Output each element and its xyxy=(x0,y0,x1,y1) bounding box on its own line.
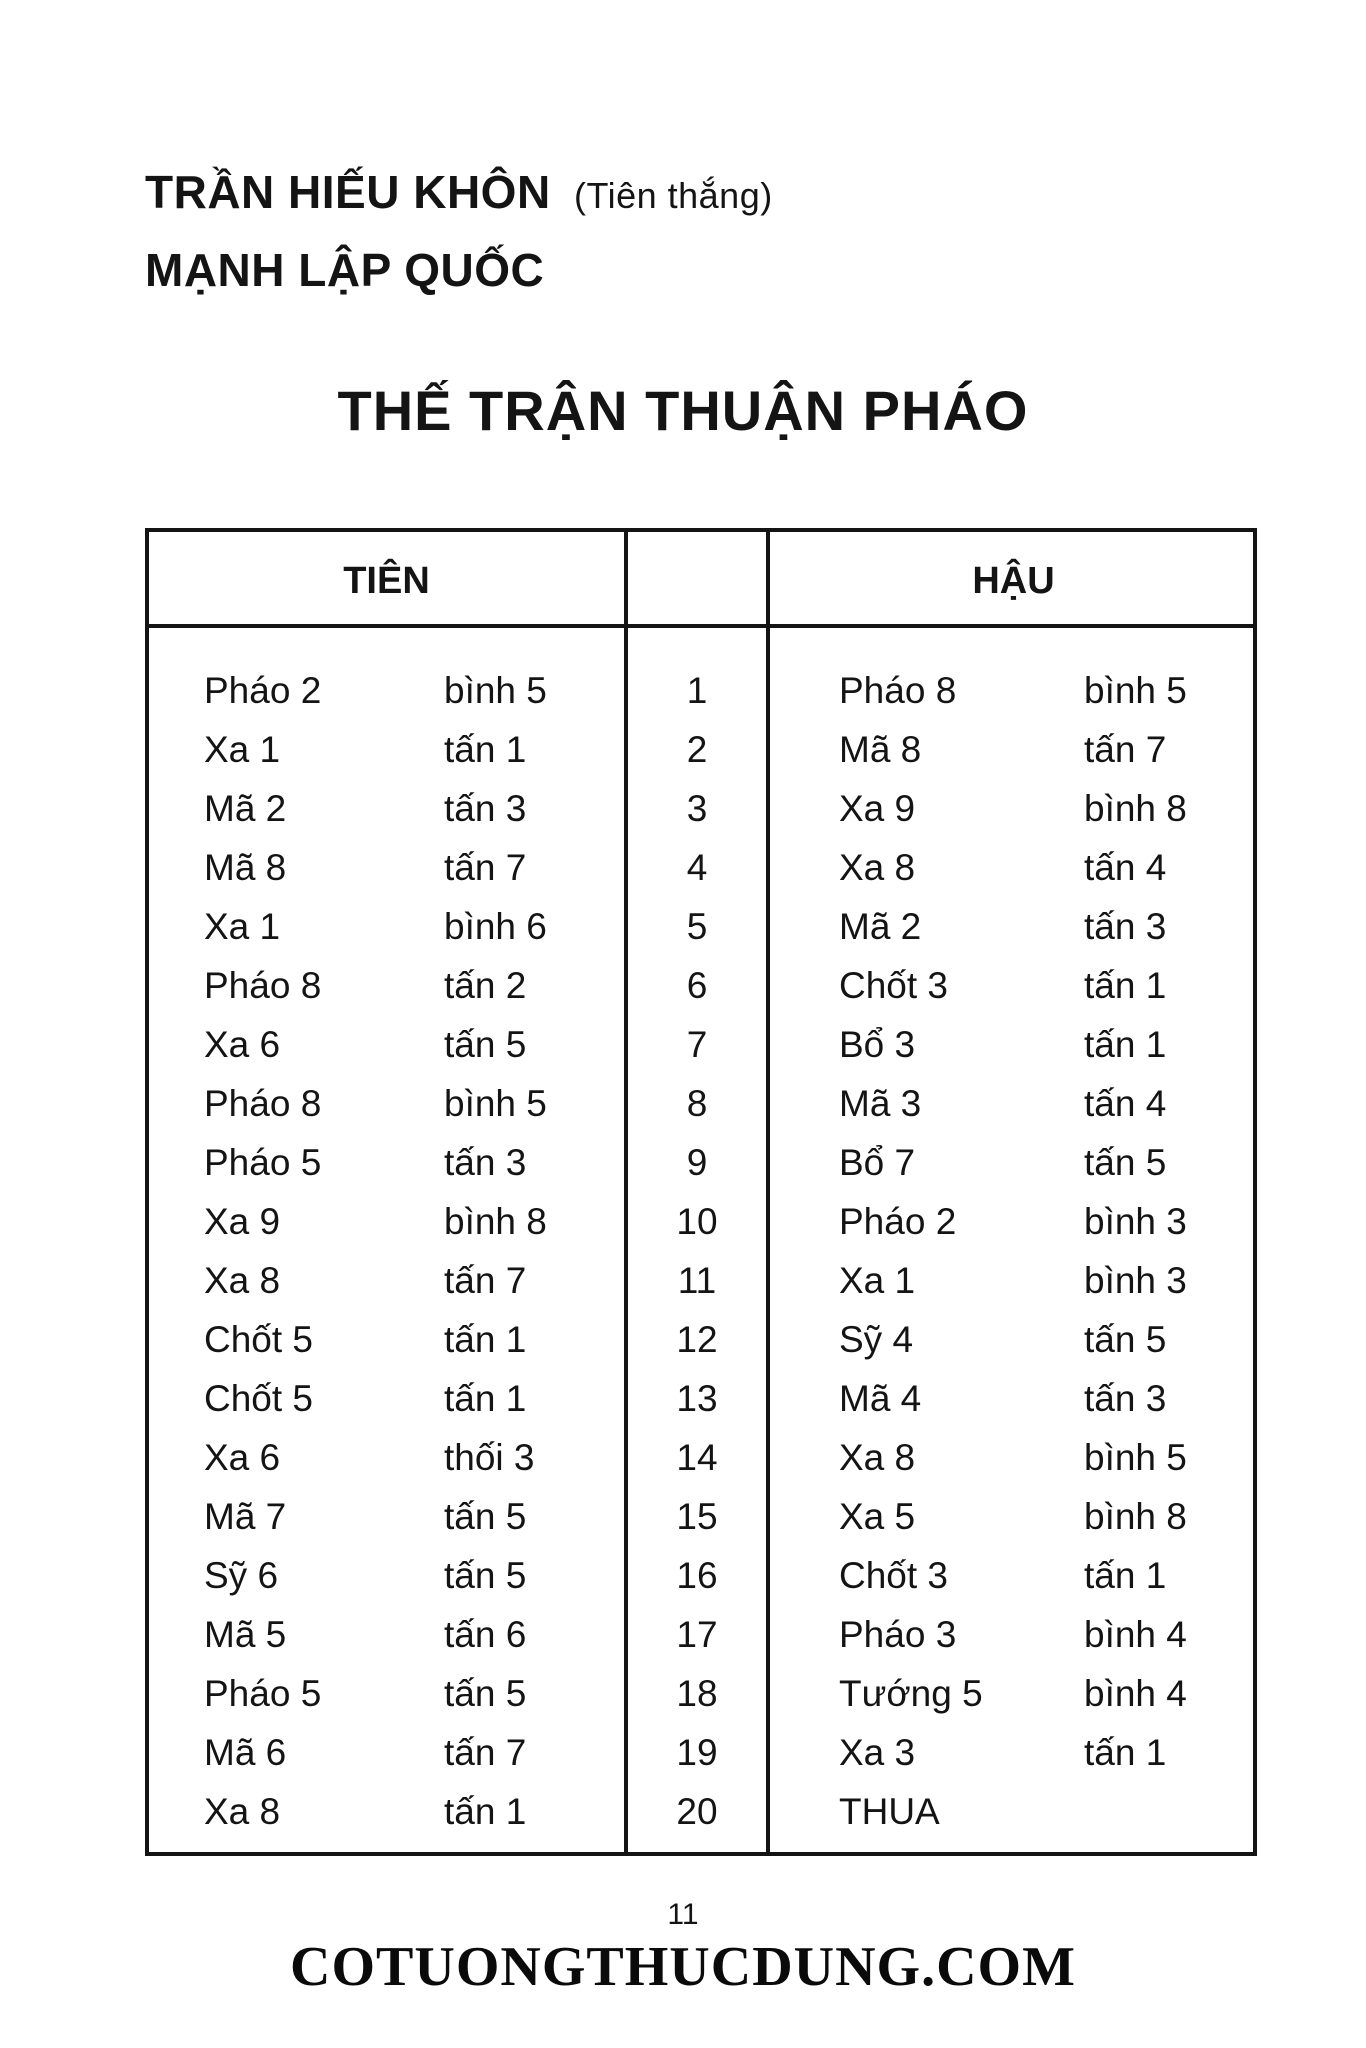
tien-move: bình 5 xyxy=(444,670,547,711)
hau-move: bình 5 xyxy=(1084,1437,1187,1478)
hau-move: tấn 1 xyxy=(1084,965,1167,1006)
table-row xyxy=(149,1083,1253,1142)
table-row xyxy=(149,847,1253,906)
tien-piece: Pháo 5 xyxy=(204,1142,322,1183)
tien-piece: Pháo 5 xyxy=(204,1673,322,1714)
hau-move: tấn 7 xyxy=(1084,729,1167,770)
hau-piece: Tướng 5 xyxy=(839,1673,983,1714)
tien-move: tấn 7 xyxy=(444,1732,527,1773)
player1-result: (Tiên thắng) xyxy=(573,175,773,216)
hau-move: tấn 4 xyxy=(1084,847,1167,888)
table-row xyxy=(149,1260,1253,1319)
hau-piece: THUA xyxy=(839,1791,940,1832)
tien-move: tấn 1 xyxy=(444,729,527,770)
table-row xyxy=(149,1142,1253,1201)
table-row xyxy=(149,670,1253,729)
hau-move: tấn 5 xyxy=(1084,1142,1167,1183)
tien-piece: Xa 1 xyxy=(204,906,281,947)
tien-piece: Xa 6 xyxy=(204,1024,281,1065)
move-number: 9 xyxy=(686,1142,708,1183)
tien-piece: Xa 8 xyxy=(204,1791,281,1832)
hau-move: tấn 1 xyxy=(1084,1555,1167,1596)
hau-piece: Pháo 2 xyxy=(839,1201,957,1242)
hau-move: bình 3 xyxy=(1084,1201,1187,1242)
table-row xyxy=(149,1319,1253,1378)
tien-move: tấn 3 xyxy=(444,788,527,829)
hau-move: bình 5 xyxy=(1084,670,1187,711)
table-row xyxy=(149,1496,1253,1555)
hau-piece: Xa 8 xyxy=(839,847,916,888)
table-row xyxy=(149,1614,1253,1673)
hau-move: tấn 1 xyxy=(1084,1732,1167,1773)
tien-move: bình 8 xyxy=(444,1201,547,1242)
move-number: 4 xyxy=(686,847,708,888)
hau-piece: Xa 3 xyxy=(839,1732,916,1773)
hau-piece: Mã 8 xyxy=(839,729,922,770)
table-row xyxy=(149,1673,1253,1732)
table-row xyxy=(149,1555,1253,1614)
tien-piece: Xa 1 xyxy=(204,729,281,770)
hau-move: tấn 1 xyxy=(1084,1024,1167,1065)
hau-piece: Xa 5 xyxy=(839,1496,916,1537)
moves-rows xyxy=(149,670,1253,1850)
hau-move: bình 8 xyxy=(1084,1496,1187,1537)
hau-piece: Mã 2 xyxy=(839,906,922,947)
hau-move: tấn 3 xyxy=(1084,906,1167,947)
tien-move: tấn 5 xyxy=(444,1673,527,1714)
tien-move: tấn 5 xyxy=(444,1496,527,1537)
tien-piece: Xa 6 xyxy=(204,1437,281,1478)
tien-move: bình 6 xyxy=(444,906,547,947)
tien-move: tấn 1 xyxy=(444,1319,527,1360)
tien-move: tấn 7 xyxy=(444,847,527,888)
table-row xyxy=(149,1732,1253,1791)
hau-piece: Sỹ 4 xyxy=(839,1319,914,1360)
move-number: 1 xyxy=(686,670,708,711)
tien-move: tấn 2 xyxy=(444,965,527,1006)
tien-move: thối 3 xyxy=(444,1437,535,1478)
tien-piece: Xa 8 xyxy=(204,1260,281,1301)
tien-move: tấn 5 xyxy=(444,1024,527,1065)
hau-move: tấn 5 xyxy=(1084,1319,1167,1360)
move-number: 11 xyxy=(677,1260,717,1301)
move-number: 13 xyxy=(676,1378,718,1419)
tien-move: tấn 1 xyxy=(444,1791,527,1832)
hau-move: tấn 4 xyxy=(1084,1083,1167,1124)
move-number: 19 xyxy=(676,1732,718,1773)
hau-move: bình 4 xyxy=(1084,1673,1187,1714)
tien-piece: Mã 8 xyxy=(204,847,287,888)
hau-move: tấn 3 xyxy=(1084,1378,1167,1419)
tien-piece: Sỹ 6 xyxy=(204,1555,279,1596)
move-number: 12 xyxy=(676,1319,718,1360)
table-row xyxy=(149,1201,1253,1260)
table-row xyxy=(149,1024,1253,1083)
tien-piece: Chốt 5 xyxy=(204,1378,314,1419)
tien-piece: Chốt 5 xyxy=(204,1319,314,1360)
move-number: 10 xyxy=(676,1201,718,1242)
move-number: 16 xyxy=(676,1555,718,1596)
tien-move: tấn 5 xyxy=(444,1555,527,1596)
hau-piece: Chốt 3 xyxy=(839,1555,949,1596)
page-title: THẾ TRẬN THUẬN PHÁO xyxy=(337,379,1029,442)
hau-move: bình 8 xyxy=(1084,788,1187,829)
tien-piece: Pháo 2 xyxy=(204,670,322,711)
table-row xyxy=(149,965,1253,1024)
table-row xyxy=(149,729,1253,788)
column-header-tien: TIÊN xyxy=(343,560,430,602)
table-row xyxy=(149,1437,1253,1496)
tien-piece: Xa 9 xyxy=(204,1201,281,1242)
hau-piece: Chốt 3 xyxy=(839,965,949,1006)
move-number: 3 xyxy=(686,788,708,829)
column-header-hau: HẬU xyxy=(972,560,1055,602)
move-number: 17 xyxy=(676,1614,718,1655)
move-number: 5 xyxy=(686,906,708,947)
tien-move: tấn 7 xyxy=(444,1260,527,1301)
move-number: 18 xyxy=(676,1673,718,1714)
tien-move: tấn 3 xyxy=(444,1142,527,1183)
tien-piece: Mã 6 xyxy=(204,1732,287,1773)
table-row xyxy=(149,1378,1253,1437)
player2-name: MẠNH LẬP QUỐC xyxy=(145,244,545,296)
tien-piece: Mã 5 xyxy=(204,1614,287,1655)
tien-move: tấn 6 xyxy=(444,1614,527,1655)
hau-piece: Bổ 7 xyxy=(839,1142,916,1183)
move-number: 20 xyxy=(676,1791,718,1832)
moves-table xyxy=(145,528,1257,1856)
move-number: 6 xyxy=(686,965,708,1006)
hau-piece: Xa 8 xyxy=(839,1437,916,1478)
tien-piece: Pháo 8 xyxy=(204,1083,322,1124)
table-row xyxy=(149,906,1253,965)
player1-name: TRẦN HIẾU KHÔN xyxy=(145,166,551,218)
move-number: 14 xyxy=(676,1437,718,1478)
hau-piece: Bổ 3 xyxy=(839,1024,916,1065)
footer-site-name: COTUONGTHUCDUNG.COM xyxy=(290,1936,1076,1998)
hau-piece: Pháo 8 xyxy=(839,670,957,711)
table-row xyxy=(149,788,1253,847)
hau-piece: Mã 3 xyxy=(839,1083,922,1124)
table-row xyxy=(149,1791,1253,1850)
hau-piece: Pháo 3 xyxy=(839,1614,957,1655)
move-number: 2 xyxy=(686,729,708,770)
page-number: 11 xyxy=(667,1898,699,1931)
players-block xyxy=(145,155,773,307)
hau-piece: Xa 1 xyxy=(839,1260,916,1301)
hau-piece: Xa 9 xyxy=(839,788,916,829)
move-number: 8 xyxy=(686,1083,708,1124)
tien-move: tấn 1 xyxy=(444,1378,527,1419)
move-number: 15 xyxy=(676,1496,718,1537)
move-number: 7 xyxy=(686,1024,708,1065)
tien-piece: Mã 2 xyxy=(204,788,287,829)
tien-move: bình 5 xyxy=(444,1083,547,1124)
header-divider xyxy=(149,624,1253,628)
tien-piece: Pháo 8 xyxy=(204,965,322,1006)
hau-move: bình 4 xyxy=(1084,1614,1187,1655)
hau-piece: Mã 4 xyxy=(839,1378,922,1419)
player1-line xyxy=(145,155,773,233)
tien-piece: Mã 7 xyxy=(204,1496,287,1537)
hau-move: bình 3 xyxy=(1084,1260,1187,1301)
